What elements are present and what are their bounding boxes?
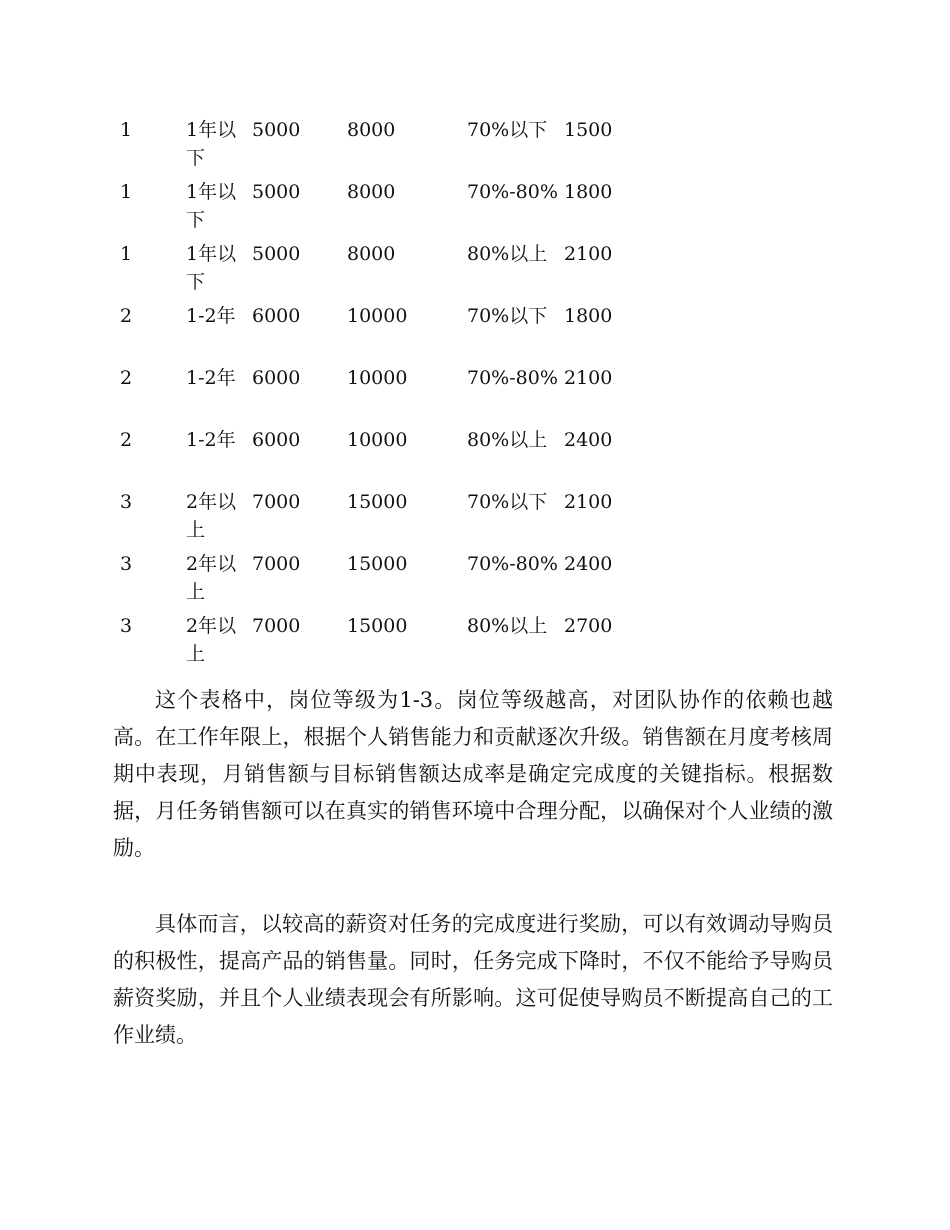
- table-cell: 2年以上: [186, 615, 237, 665]
- table-cell: 80%以上: [467, 615, 548, 637]
- table-cell: 2100: [564, 367, 613, 389]
- table-cell: 1年以下: [186, 243, 237, 293]
- table-cell: 2年以上: [186, 553, 237, 603]
- table-cell: 15000: [347, 615, 408, 637]
- table-cell: 2100: [564, 243, 613, 265]
- table-cell: 2: [120, 367, 133, 389]
- table-row: [120, 612, 644, 674]
- table-cell: 2: [120, 305, 133, 327]
- table-cell: 8000: [347, 181, 396, 203]
- table-row: [120, 488, 644, 550]
- table-cell: 1年以下: [186, 119, 237, 169]
- salary-table-body: [120, 116, 644, 674]
- table-row: [120, 240, 644, 302]
- table-cell: 5000: [252, 243, 301, 265]
- table-cell: 70%-80%: [467, 367, 558, 389]
- table-cell: 1-2年: [186, 429, 236, 451]
- table-cell: 70%以下: [467, 491, 548, 513]
- table-cell: 6000: [252, 367, 301, 389]
- table-row: [120, 426, 644, 488]
- table-cell: 1: [120, 181, 133, 203]
- table-cell: 2400: [564, 429, 613, 451]
- table-row: [120, 550, 644, 612]
- table-cell: 2100: [564, 491, 613, 513]
- table-cell: 80%以上: [467, 429, 548, 451]
- table-cell: 8000: [347, 119, 396, 141]
- table-cell: 10000: [347, 305, 408, 327]
- table-cell: 3: [120, 553, 133, 575]
- table-cell: 70%-80%: [467, 553, 558, 575]
- table-cell: 1800: [564, 181, 613, 203]
- table-cell: 1: [120, 243, 133, 265]
- table-cell: 1-2年: [186, 305, 236, 327]
- table-cell: 2700: [564, 615, 613, 637]
- table-cell: 15000: [347, 553, 408, 575]
- table-row: [120, 116, 644, 178]
- table-cell: 10000: [347, 367, 408, 389]
- table-row: [120, 178, 644, 240]
- table-cell: 3: [120, 491, 133, 513]
- table-cell: 1-2年: [186, 367, 236, 389]
- table-cell: 10000: [347, 429, 408, 451]
- table-cell: 8000: [347, 243, 396, 265]
- salary-table: [120, 116, 644, 674]
- table-row: [120, 302, 644, 364]
- table-cell: 70%以下: [467, 119, 548, 141]
- table-cell: 2: [120, 429, 133, 451]
- table-cell: 7000: [252, 615, 301, 637]
- table-row: [120, 364, 644, 426]
- table-cell: 1500: [564, 119, 613, 141]
- table-cell: 6000: [252, 305, 301, 327]
- table-cell: 70%-80%: [467, 181, 558, 203]
- table-cell: 7000: [252, 491, 301, 513]
- table-cell: 1: [120, 119, 133, 141]
- body-paragraph: 具体而言，以较高的薪资对任务的完成度进行奖励，可以有效调动导购员的积极性，提高产品的销售量。同时，任务完成下降时，不仅不能给予导购员薪资奖励，并且个人业绩表现会有所影响。这可促使导购员不断提高自己的工作业绩。: [113, 912, 833, 1047]
- table-cell: 5000: [252, 119, 301, 141]
- table-cell: 5000: [252, 181, 301, 203]
- table-cell: 3: [120, 615, 133, 637]
- table-cell: 80%以上: [467, 243, 548, 265]
- body-paragraph: 这个表格中，岗位等级为1-3。岗位等级越高，对团队协作的依赖也越高。在工作年限上，根据个人销售能力和贡献逐次升级。销售额在月度考核周期中表现，月销售额与目标销售额达成率是确定完成度的关键指标。根据数据，月任务销售额可以在真实的销售环境中合理分配，以确保对个人业绩的激励。: [113, 688, 833, 860]
- table-cell: 7000: [252, 553, 301, 575]
- table-cell: 1800: [564, 305, 613, 327]
- table-cell: 6000: [252, 429, 301, 451]
- table-cell: 15000: [347, 491, 408, 513]
- table-cell: 1年以下: [186, 181, 237, 231]
- table-cell: 2400: [564, 553, 613, 575]
- table-cell: 70%以下: [467, 305, 548, 327]
- table-cell: 2年以上: [186, 491, 237, 541]
